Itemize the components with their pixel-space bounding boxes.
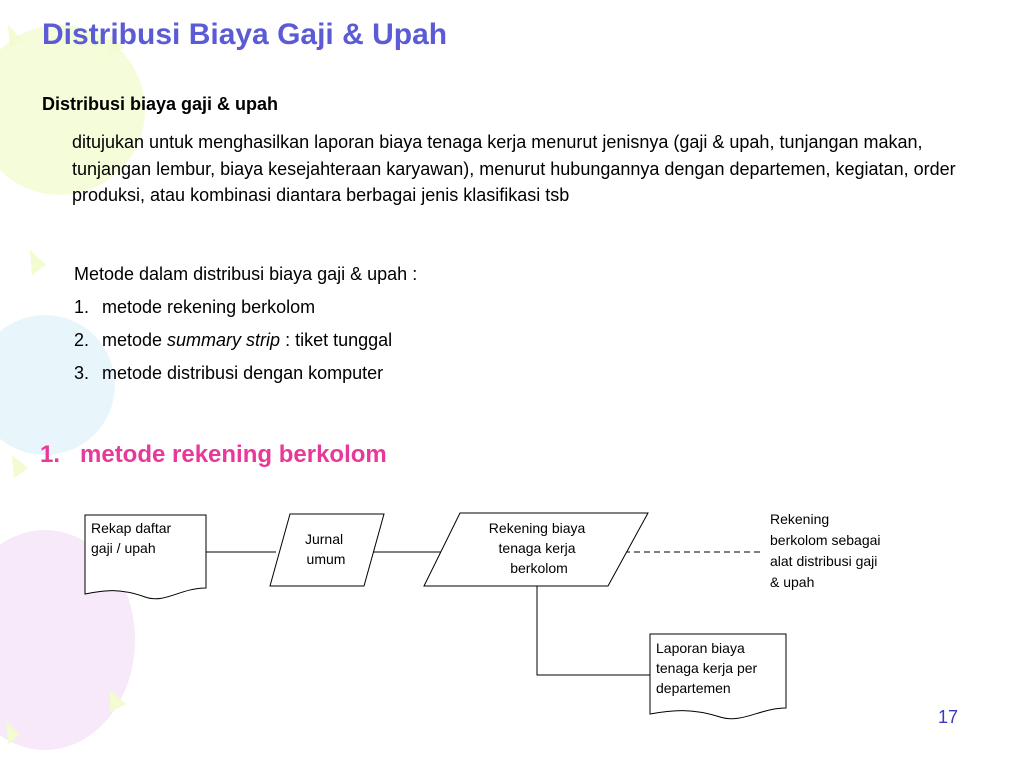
- methods-intro: Metode dalam distribusi biaya gaji & upah :: [74, 264, 418, 284]
- rekening-label-line: berkolom: [510, 560, 568, 576]
- note-line: & upah: [770, 574, 815, 590]
- method-text: metode rekening berkolom: [102, 297, 316, 317]
- jurnal-label-line: Jurnal: [304, 531, 344, 547]
- note-line: Rekening: [770, 511, 830, 527]
- note-line: berkolom sebagai: [770, 532, 881, 548]
- flow-diagram: [0, 500, 1024, 730]
- rekap-label-line: gaji / upah: [91, 540, 156, 556]
- method-text: metode distribusi dengan komputer: [102, 363, 384, 383]
- rekap-label-line: Rekap daftar: [91, 520, 172, 536]
- section-number: 1.: [40, 441, 61, 468]
- distribution-note: [770, 511, 884, 590]
- rekening-label-line: Rekening biaya: [488, 520, 586, 536]
- section-text: metode rekening berkolom: [80, 441, 387, 468]
- section-heading: [40, 441, 387, 469]
- note-line: alat distribusi gaji: [770, 553, 878, 569]
- method-text-pre: metode: [102, 330, 168, 350]
- method-number: 1.: [74, 297, 90, 317]
- method-item-1: [74, 297, 315, 318]
- page-title: Distribusi Biaya Gaji & Upah: [42, 18, 448, 51]
- method-text-emphasis: summary strip: [167, 330, 281, 350]
- method-text-post: : tiket tunggal: [280, 330, 393, 350]
- method-item-2: [74, 330, 392, 351]
- laporan-label-line: tenaga kerja per: [656, 660, 758, 676]
- page-number: 17: [938, 707, 959, 727]
- jurnal-label-line: umum: [306, 551, 346, 567]
- jurnal-parallelogram: [270, 514, 384, 586]
- laporan-label-line: departemen: [656, 680, 731, 696]
- laporan-label-line: Laporan biaya: [656, 640, 745, 656]
- connector-line: [537, 586, 650, 675]
- method-item-3: [74, 363, 383, 384]
- description-text: ditujukan untuk menghasilkan laporan biaya tenaga kerja menurut jenisnya (gaji & upah, tunjangan makan, tunjangan lembur, biaya kesejahteraan karyawan), menurut hubungannya dengan departemen, kegiatan, order produksi, atau kombinasi diantara berbagai jenis klasifikasi tsb: [72, 132, 956, 205]
- method-number: 3.: [74, 363, 90, 383]
- rekening-label-line: tenaga kerja: [498, 540, 576, 556]
- method-number: 2.: [74, 330, 90, 350]
- subtitle: Distribusi biaya gaji & upah: [42, 94, 279, 114]
